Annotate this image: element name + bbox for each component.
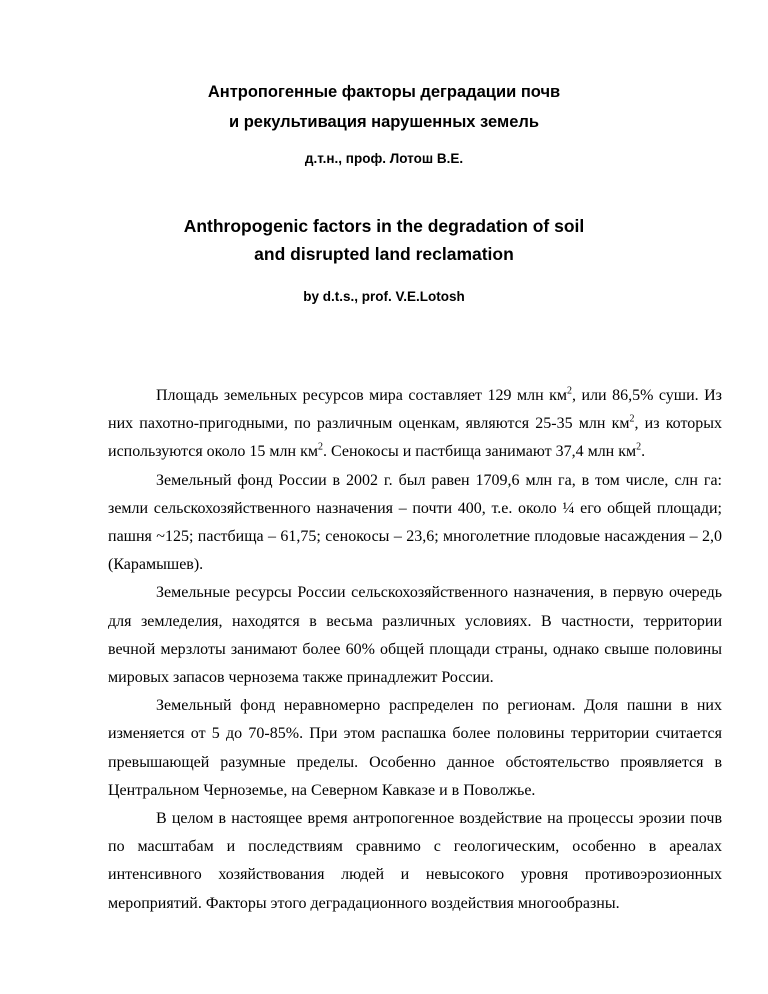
paragraph-3: Земельные ресурсы России сельскохозяйственного назначения, в первую очередь для земледелия, находятся в весьма различных условиях. В частности, территории вечной мерзлоты занимают более 60% общей площади страны, однако свыше половины мировых запасов чернозема также принадлежит России. xyxy=(108,584,722,687)
p1-sup-1: 2 xyxy=(567,385,573,397)
p1-text-4: . Сенокосы и пастбища занимают 37,4 млн км xyxy=(322,443,637,461)
p1-text-3: , из которых используются около 15 млн км xyxy=(108,415,722,461)
p1-text-1: Площадь земельных ресурсов мира составляет 129 млн км xyxy=(156,387,568,404)
title-ru-line1: Антропогенные факторы деградации почв xyxy=(207,83,561,101)
p1-sup-4: 2 xyxy=(636,442,642,454)
paragraph-2: Земельный фонд России в 2002 г. был равен 1709,6 млн га, в том числе, слн га: земли сельскохозяйственного назначения – почти 400, т.е. около ¼ его общей площади; пашня ~125; пастбища – 61,75; сенокосы – 23,6; многолетние плодовые насаждения – 2,0 (Карамышев). xyxy=(108,471,722,574)
p1-sup-2: 2 xyxy=(629,413,635,425)
p1-sup-3: 2 xyxy=(317,442,323,454)
title-en-line2: and disrupted land reclamation xyxy=(254,244,514,264)
author-en: by d.t.s., prof. V.E.Lotosh xyxy=(303,289,465,304)
author-ru: д.т.н., проф. Лотош В.Е. xyxy=(304,151,464,166)
body-text xyxy=(108,382,722,918)
paragraph-5: В целом в настоящее время антропогенное воздействие на процессы эрозии почв по масштабам и последствиям сравнимо с геологическим, особенно в ареалах интенсивного хозяйствования людей и невысокого уровня противоэрозионных мероприятий. Факторы этого деградационного воздействия многообразны. xyxy=(108,810,722,912)
paragraph-4: Земельный фонд неравномерно распределен по регионам. Доля пашни в них изменяется от 5 до 70-85%. При этом распашка более половины территории считается превышающей разумные пределы. Особенно данное обстоятельство проявляется в Центральном Черноземье, на Северном Кавказе и в Поволжье. xyxy=(108,697,722,799)
title-en-line1: Anthropogenic factors in the degradation of soil xyxy=(183,216,585,236)
title-ru-line2: и рекультивация нарушенных земель xyxy=(228,113,540,131)
p1-text-5: . xyxy=(641,443,646,461)
p1-text-2: , или 86,5% суши. Из них пахотно-пригодными, по различным оценкам, являются 25-35 млн км xyxy=(108,387,723,433)
paragraph-1 xyxy=(108,382,722,467)
